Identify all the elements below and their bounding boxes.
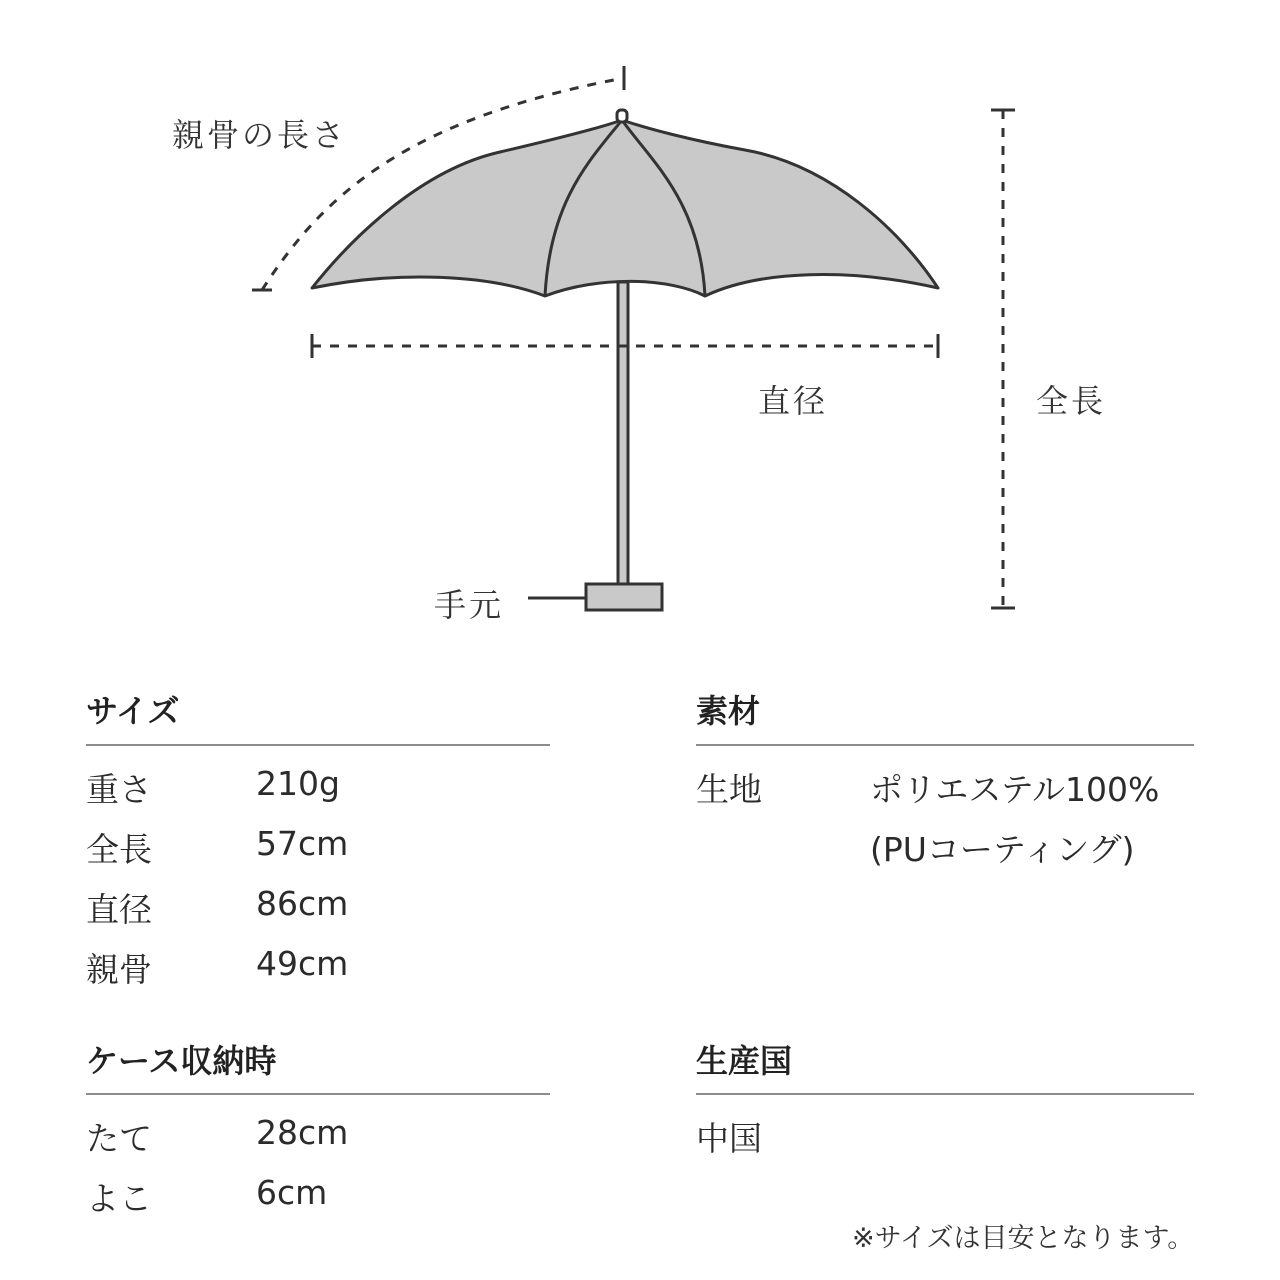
umbrella-tip (617, 110, 627, 122)
handle-label: 手元 (434, 586, 505, 624)
case-divider (86, 1093, 550, 1095)
material-section-title: 素材 (696, 692, 761, 730)
case-row-value: 6cm (256, 1173, 328, 1212)
size-row-label: 全長 (86, 830, 152, 869)
size-row-value: 57cm (256, 824, 349, 863)
material-value: ポリエステル100% (870, 770, 1160, 809)
case-row-label: よこ (86, 1179, 152, 1218)
total-length-label: 全長 (1036, 382, 1107, 420)
umbrella-canopy (312, 120, 938, 296)
size-row-label: 親骨 (86, 950, 152, 989)
case-row-label: たて (86, 1119, 152, 1158)
origin-divider (696, 1093, 1194, 1095)
material-divider (696, 744, 1194, 746)
diameter-label: 直径 (758, 382, 829, 420)
umbrella-shaft (618, 282, 628, 584)
umbrella-handle (586, 584, 662, 610)
origin-value: 中国 (696, 1119, 762, 1158)
size-row-value: 210g (256, 764, 340, 803)
size-row-label: 重さ (86, 770, 152, 809)
origin-section-title: 生産国 (696, 1042, 793, 1080)
size-divider (86, 744, 550, 746)
size-row-value: 49cm (256, 944, 349, 983)
case-section-title: ケース収納時 (86, 1042, 277, 1080)
size-note: ※サイズは目安となります。 (852, 1223, 1195, 1254)
size-row-value: 86cm (256, 884, 349, 923)
case-row-value: 28cm (256, 1113, 349, 1152)
size-section-title: サイズ (86, 692, 180, 730)
rib-length-label: 親骨の長さ (172, 116, 348, 154)
size-row-label: 直径 (86, 890, 152, 929)
material-coating: (PUコーティング) (870, 830, 1135, 869)
material-label: 生地 (696, 770, 762, 809)
